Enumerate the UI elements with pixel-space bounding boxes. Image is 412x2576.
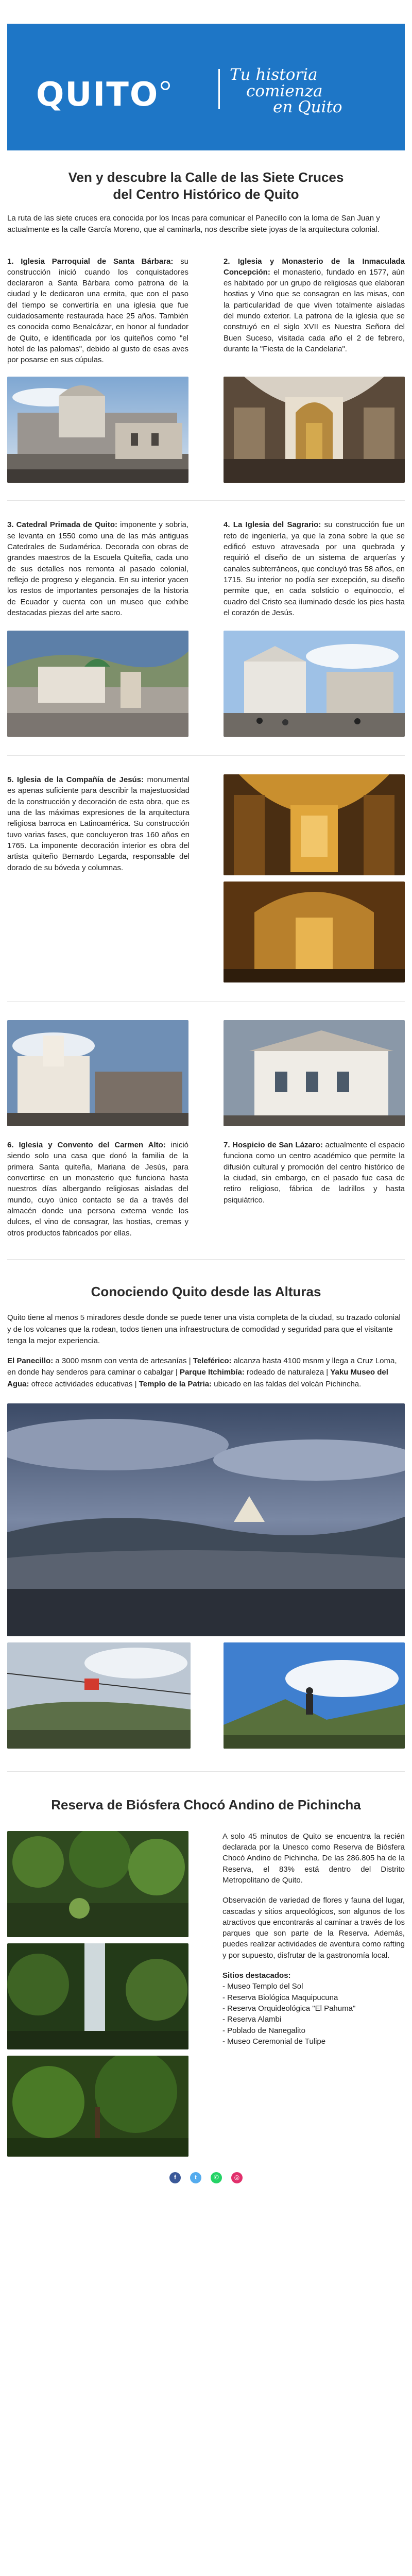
photos-row-2 xyxy=(7,631,405,737)
title-line-1: Ven y descubre la Calle de las Siete Cruces xyxy=(68,170,344,185)
tagline-line-1: Tu historia xyxy=(230,65,318,84)
photo-compania-interior-1[interactable] xyxy=(224,774,405,875)
item-text: monumental es apenas suficiente para describir la majestuosidad de la construcción y decoración de esta obra, que es una de las máximas expresiones de la arquitectura religiosa barroca en Latinoamérica. Su construcción tuvo varias fases, que concluyeron tras 160 años en 1765. La imponente decoración interior es obra del artista quiteño Bernardo Legarda, responsable del dorado de su bóveda y columnas. xyxy=(7,775,190,872)
item-carmen-alto xyxy=(7,1140,188,1239)
mirador-teleferico: Teleférico: xyxy=(193,1356,232,1365)
photo-choco-bosque-1[interactable] xyxy=(7,1831,188,1937)
item-row-compania xyxy=(7,774,405,982)
photo-mirador-persona[interactable] xyxy=(224,1642,405,1749)
photo-santa-barbara[interactable] xyxy=(7,377,188,483)
list-item: - Museo Ceremonial de Tulipe xyxy=(222,2037,326,2046)
photo-choco-bosque-2[interactable] xyxy=(7,2056,188,2157)
items-row-3 xyxy=(7,1140,405,1239)
title-line-2: del Centro Histórico de Quito xyxy=(113,186,299,202)
photo-inmaculada-concepcion[interactable] xyxy=(224,377,405,483)
item-text: su construcción fue un reto de ingeniería, ya que la zona sobre la que se edificó estuvo atravesada por una quebrada y requirió el diseño de un sistema de arquerías y canales subterráneos, que concluyó tras 58 años, en 1715. Su interior no podía ser excepción, su diseño permite que, en cada solsticio o equinoccio, el cuadro del Cristo sea iluminado desde los pies hasta el corazón de Jesús. xyxy=(224,520,405,617)
photo-carmen-alto[interactable] xyxy=(7,1020,188,1126)
photo-choco-cascada[interactable] xyxy=(7,1943,188,2049)
item-compania-de-jesus xyxy=(7,774,190,982)
mirador-text: rodeado de naturaleza | xyxy=(244,1368,331,1377)
item-text: su construcción inició cuando los conquistadores declararon a Santa Bárbara como patrona de la ciudad y le dedicaron una ermita, que con el paso del tiempo se convertiría en una iglesia que fue cuidadosamente restaurada hace 25 años. También es conocida como Benalcázar, en honor al fundador de Quito, e identificada por los quiteños como "el hotel de las palomas", debido al gusto de esas aves por posarse en sus cúpulas. xyxy=(7,257,188,365)
photos-row-1 xyxy=(7,377,405,483)
item-title: 1. Iglesia Parroquial de Santa Bárbara: xyxy=(7,257,174,266)
choco-andino-block xyxy=(7,1831,405,2157)
section-title-alturas: Conociendo Quito desde las Alturas xyxy=(91,1283,321,1299)
photo-san-lazaro[interactable] xyxy=(224,1020,405,1126)
sites-list xyxy=(222,1981,405,2047)
item-title: 3. Catedral Primada de Quito: xyxy=(7,520,117,530)
photo-iglesia-sagrario[interactable] xyxy=(224,631,405,737)
list-item: - Museo Templo del Sol xyxy=(222,1982,303,1991)
choco-text xyxy=(222,1831,405,2157)
whatsapp-icon[interactable]: ✆ xyxy=(211,2172,222,2183)
mirador-templo-patria: Templo de la Patria: xyxy=(139,1379,212,1388)
list-item: - Reserva Biológica Maquipucuna xyxy=(222,1993,338,2002)
tagline-line-2: comienza xyxy=(246,81,323,100)
item-title: 7. Hospicio de San Lázaro: xyxy=(224,1141,323,1150)
alturas-miradores xyxy=(7,1355,405,1391)
alturas-intro: Quito tiene al menos 5 miradores desde donde se puede tener una vista completa de la ciudad, su trazado colonial y de los volcanes que la rodean, todos tienen una infraestructura de comodidad y seguridad para que el visitante tenga la mejor experiencia. xyxy=(7,1313,401,1346)
item-title: 5. Iglesia de la Compañía de Jesús: xyxy=(7,775,144,785)
logo-text: QUITO xyxy=(36,76,159,114)
mirador-text: a 3000 msnm con venta de artesanías | xyxy=(53,1356,193,1365)
item-catedral-primada xyxy=(7,519,188,618)
logo-divider xyxy=(218,69,220,109)
photo-teleferico[interactable] xyxy=(7,1642,191,1749)
choco-photos xyxy=(7,1831,188,2157)
item-inmaculada-concepcion xyxy=(224,256,405,366)
section-intro: La ruta de las siete cruces era conocida por los Incas para comunicar el Panecillo con la loma de San Juan y actualmente es la calle García Moreno, que al caminarla, nos describe siete joyas de la arquitectura colonial. xyxy=(7,214,380,234)
tagline xyxy=(230,67,342,116)
quito-logo[interactable] xyxy=(36,76,170,114)
instagram-icon[interactable]: ◎ xyxy=(231,2172,243,2183)
photo-compania-interior-2[interactable] xyxy=(224,882,405,982)
mirador-text: ubicado en las faldas del volcán Pichincha. xyxy=(212,1379,362,1388)
mirador-yaku: Yaku Museo del Agua: xyxy=(7,1368,388,1388)
item-san-lazaro xyxy=(224,1140,405,1239)
photos-row-3 xyxy=(7,1020,405,1126)
list-item: - Reserva Alambi xyxy=(222,2015,282,2024)
item-title: 6. Iglesia y Convento del Carmen Alto: xyxy=(7,1141,166,1150)
alturas-photos-row xyxy=(7,1642,405,1749)
item-title: 2. Iglesia y Monasterio de la Inmaculada Concepción: xyxy=(224,257,405,277)
facebook-icon[interactable]: f xyxy=(169,2172,181,2183)
choco-paragraph-2: Observación de variedad de flores y fauna del lugar, cascadas y sitios arqueológicos, son algunos de los atractivos que encontrarás al caminar a través de los parques que son parte de la Reserva. Además, puedes realizar actividades de aventura como rafting y por supuesto, disfrutar de la gastronomía local. xyxy=(222,1896,405,1960)
mirador-text: ofrece actividades educativas | xyxy=(29,1379,139,1388)
header-banner xyxy=(7,24,405,150)
mirador-panecillo: El Panecillo: xyxy=(7,1356,54,1365)
item-iglesia-sagrario xyxy=(224,519,405,618)
list-item: - Reserva Orquideológica "El Pahuma" xyxy=(222,2004,356,2013)
alturas-photo-wrap xyxy=(7,1403,405,1636)
items-row-1 xyxy=(7,256,405,366)
item-text: actualmente el espacio funciona como un centro académico que permite la difusión cultural y promoción del centro histórico de la ciudad, sin embargo, en el pasado fue casa de retiro religioso, fábrica de ladrillos y hasta psiquiátrico. xyxy=(224,1141,405,1205)
photo-catedral-primada[interactable] xyxy=(7,631,188,737)
item-text: imponente y sobria, se levanta en 1550 como una de las más antiguas Catedrales de Sudamérica. Decorada con obras de grandes maestros de la Escuela Quiteña, cada uno de sus detalles nos remonta al pasado colonial, reflejo de progreso y elegancia. En su interior yacen los restos de importantes personajes de la historia de Ecuador y cuenta con un museo que exhibe destacadas piezas del arte sacro. xyxy=(7,520,188,617)
item-santa-barbara xyxy=(7,256,188,366)
mirador-itchimbia: Parque Itchimbía: xyxy=(179,1368,245,1377)
section-title-siete-cruces xyxy=(0,169,412,202)
item-text: el monasterio, fundado en 1577, aún es habitado por un grupo de religiosas que elaboran hostias y Vino que se consagran en las misas, con la particularidad de que viven totalmente aisladas del mundo exterior. La patrona de la iglesia que se construyó en el siglo XVII es Nuestra Señora del Buen Suceso, visitada cada año el 2 de febrero, durante la "Fiesta de la Candelaria". xyxy=(224,267,405,353)
twitter-icon[interactable]: t xyxy=(190,2172,201,2183)
list-item: - Poblado de Nanegalito xyxy=(222,2026,305,2035)
item-text: inició siendo solo una casa que donó la familia de la primera Santa quiteña, Mariana de Jesús, para convertirse en un monasterio que funciona hasta nuestros días albergando religiosas aisladas del mundo, cuyo único contacto se da a través del almacén donde una persona externa vende los dulces, el vino de consagrar, las hostias, cremas y otros productos fabricados por ellas. xyxy=(7,1141,188,1238)
tagline-line-3: en Quito xyxy=(273,98,342,117)
photo-quito-panorama[interactable] xyxy=(7,1403,405,1636)
choco-paragraph-1: A solo 45 minutos de Quito se encuentra la recién declarada por la Unesco como Reserva de Biósfera Chocó Andino de Pichincha. De las 286.805 ha de la Reserva, el 83% está dentro del Distrito Metropolitano de Quito. xyxy=(222,1832,405,1885)
sites-title: Sitios destacados: xyxy=(222,1971,291,1980)
logo-circle-icon xyxy=(161,81,170,90)
mirador-text: alcanza hasta 4100 msnm y llega a Cruz Loma, en donde hay senderos para caminar o cabalgar | xyxy=(7,1356,397,1377)
item-title: 4. La Iglesia del Sagrario: xyxy=(224,520,321,530)
items-row-2 xyxy=(7,519,405,618)
section-title-choco-andino: Reserva de Biósfera Chocó Andino de Pichincha xyxy=(51,1797,361,1813)
compania-photos xyxy=(224,774,405,982)
social-links xyxy=(0,2172,412,2183)
